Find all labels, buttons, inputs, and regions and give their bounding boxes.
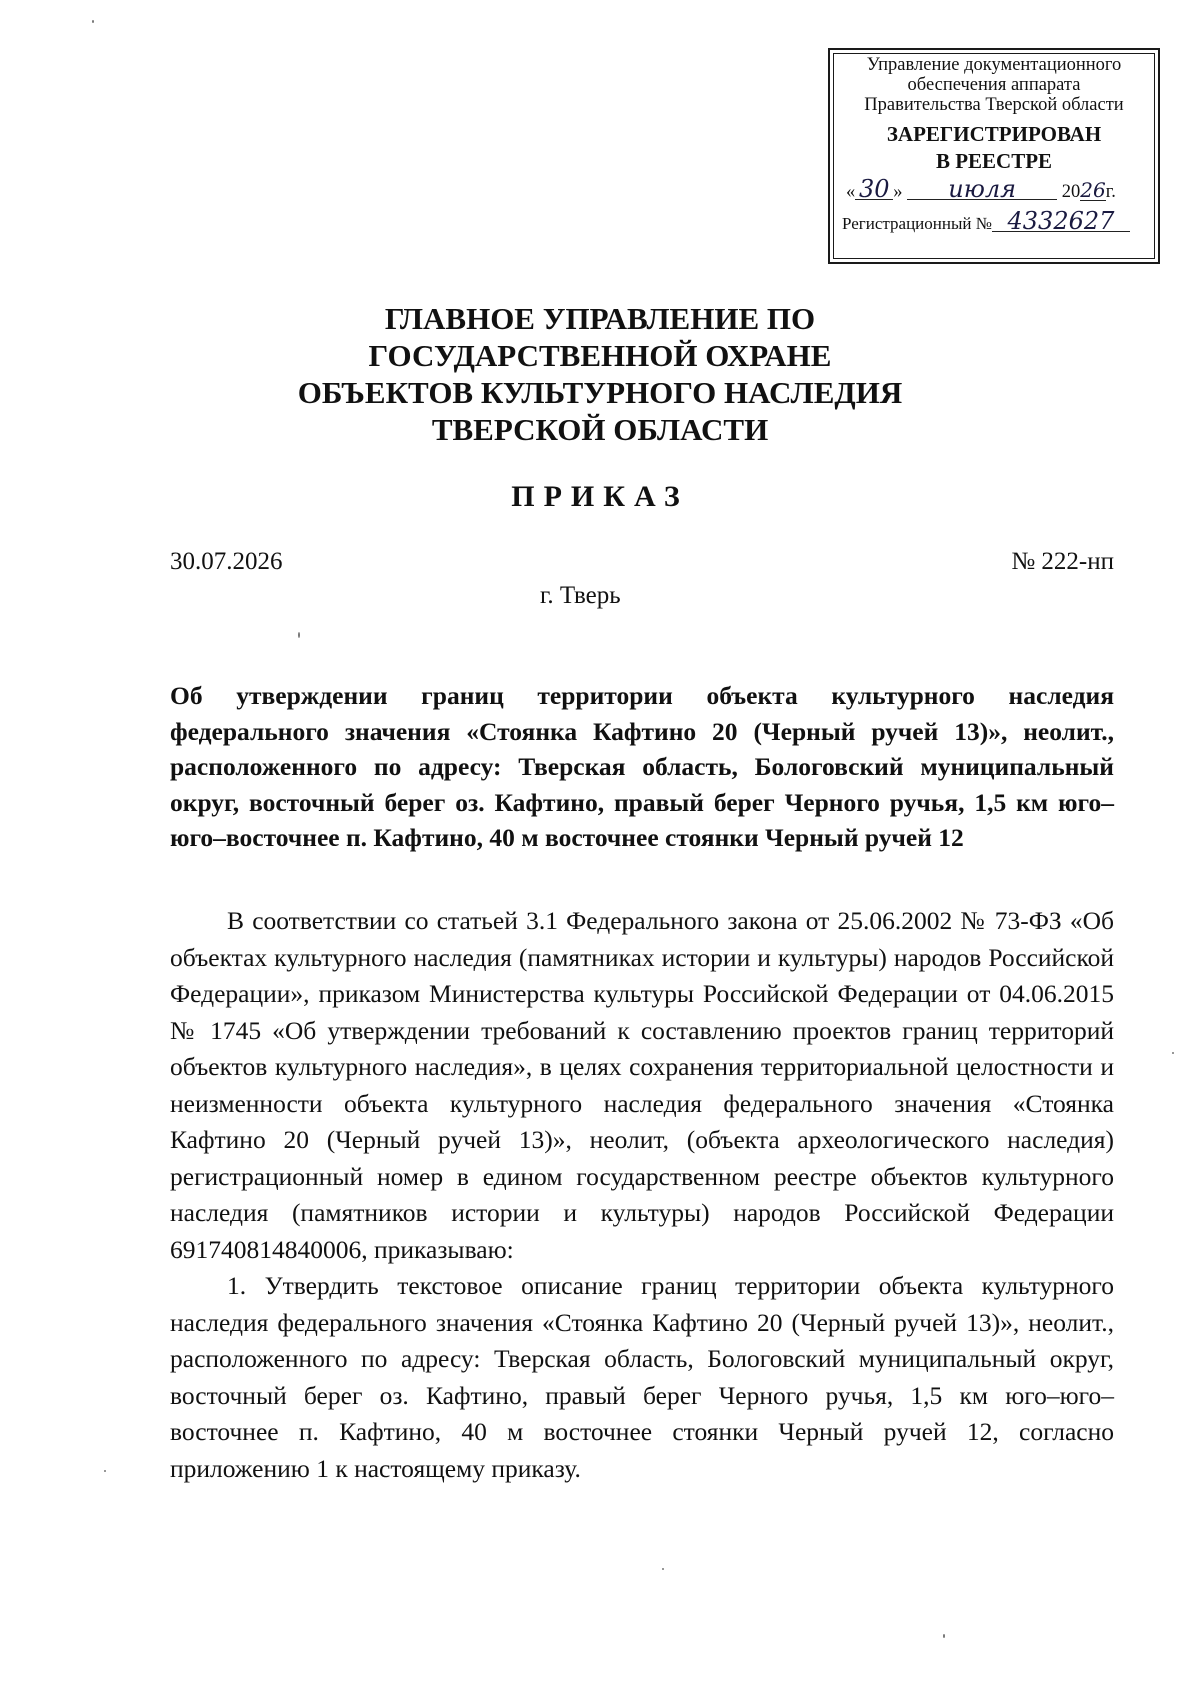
document-date: 30.07.2026: [170, 548, 283, 575]
scan-speck: [104, 1470, 106, 1472]
stamp-date-year-prefix: 20: [1061, 182, 1081, 202]
scan-speck: [662, 1568, 664, 1570]
scan-speck: [92, 20, 94, 23]
stamp-reg-number-row: [834, 207, 1154, 235]
stamp-org-line-3: Правительства Тверской области: [864, 95, 1124, 115]
body-preamble: В соответствии со статьей 3.1 Федерального закона от 25.06.2002 № 73-ФЗ «Об объектах культурного наследия (памятниках истории и культуры) народов Российской Федерации», приказом Министерства культуры Российской Федерации от 04.06.2015 № 1745 «Об утверждении требований к составлению проектов границ территорий объектов культурного наследия», в целях сохранения территориальной целостности и неизменности объекта культурного наследия федерального значения «Стоянка Кафтино 20 (Черный ручей 13)», неолит, (объекта археологического наследия) регистрационный номер в едином государственном реестре объектов культурного наследия (памятников истории и культуры) народов Российской Федерации 691740814840006, приказываю:: [170, 906, 1114, 1264]
document-subject: Об утверждении границ территории объекта культурного наследия федерального значения «Стоянка Кафтино 20 (Черный ручей 13)», неолит., расположенного по адресу: Тверская область, Бологовский муниципальный округ, восточный берег оз. Кафтино, правый берег Черного ручья, 1,5 км юго–юго–восточнее п. Кафтино, 40 м восточнее стоянки Черный ручей 12: [170, 681, 1114, 852]
stamp-date-year-suffix: 26: [1080, 178, 1106, 202]
stamp-org-line-1: Управление документационного: [866, 55, 1122, 75]
stamp-title-line-2: В РЕЕСТРЕ: [935, 149, 1053, 173]
authority-line-1: ГЛАВНОЕ УПРАВЛЕНИЕ ПО: [384, 301, 816, 336]
scan-speck: [298, 632, 300, 638]
registration-stamp: [828, 48, 1160, 264]
body-item-1: 1. Утвердить текстовое описание границ территории объекта культурного наследия федерального значения «Стоянка Кафтино 20 (Черный ручей 13)», неолит., расположенного по адресу: Тверская область, Бологовский муниципальный округ, восточный берег оз. Кафтино, правый берег Черного ручья, 1,5 км юго–юго–восточнее п. Кафтино, 40 м восточнее стоянки Черный ручей 12, согласно приложению 1 к настоящему приказу.: [170, 1271, 1114, 1483]
authority-line-2: ГОСУДАРСТВЕННОЙ ОХРАНЕ: [368, 338, 832, 373]
stamp-reg-number: 4332627: [992, 211, 1130, 232]
stamp-date-month: июля: [907, 179, 1057, 200]
document-city: г. Тверь: [540, 582, 621, 609]
document-number: № 222-нп: [1011, 548, 1114, 575]
stamp-date-year-end: г.: [1105, 182, 1116, 202]
stamp-org-line-2: обеспечения аппарата: [907, 75, 1081, 95]
scan-speck: [943, 1634, 945, 1638]
document-body: [170, 903, 1114, 1487]
authority-line-3: ОБЪЕКТОВ КУЛЬТУРНОГО НАСЛЕДИЯ: [297, 375, 903, 410]
document-type: ПРИКАЗ: [511, 480, 689, 513]
stamp-date-day: 30: [855, 179, 893, 200]
scan-speck: [1172, 1052, 1174, 1054]
stamp-title-line-1: ЗАРЕГИСТРИРОВАН: [886, 122, 1102, 146]
issuing-authority: [240, 300, 960, 448]
stamp-date-row: « 30 » июля 2026г.: [846, 175, 1116, 203]
stamp-reg-label: Регистрационный №: [842, 214, 992, 233]
authority-line-4: ТВЕРСКОЙ ОБЛАСТИ: [431, 412, 769, 447]
stamp-title: [834, 121, 1154, 175]
